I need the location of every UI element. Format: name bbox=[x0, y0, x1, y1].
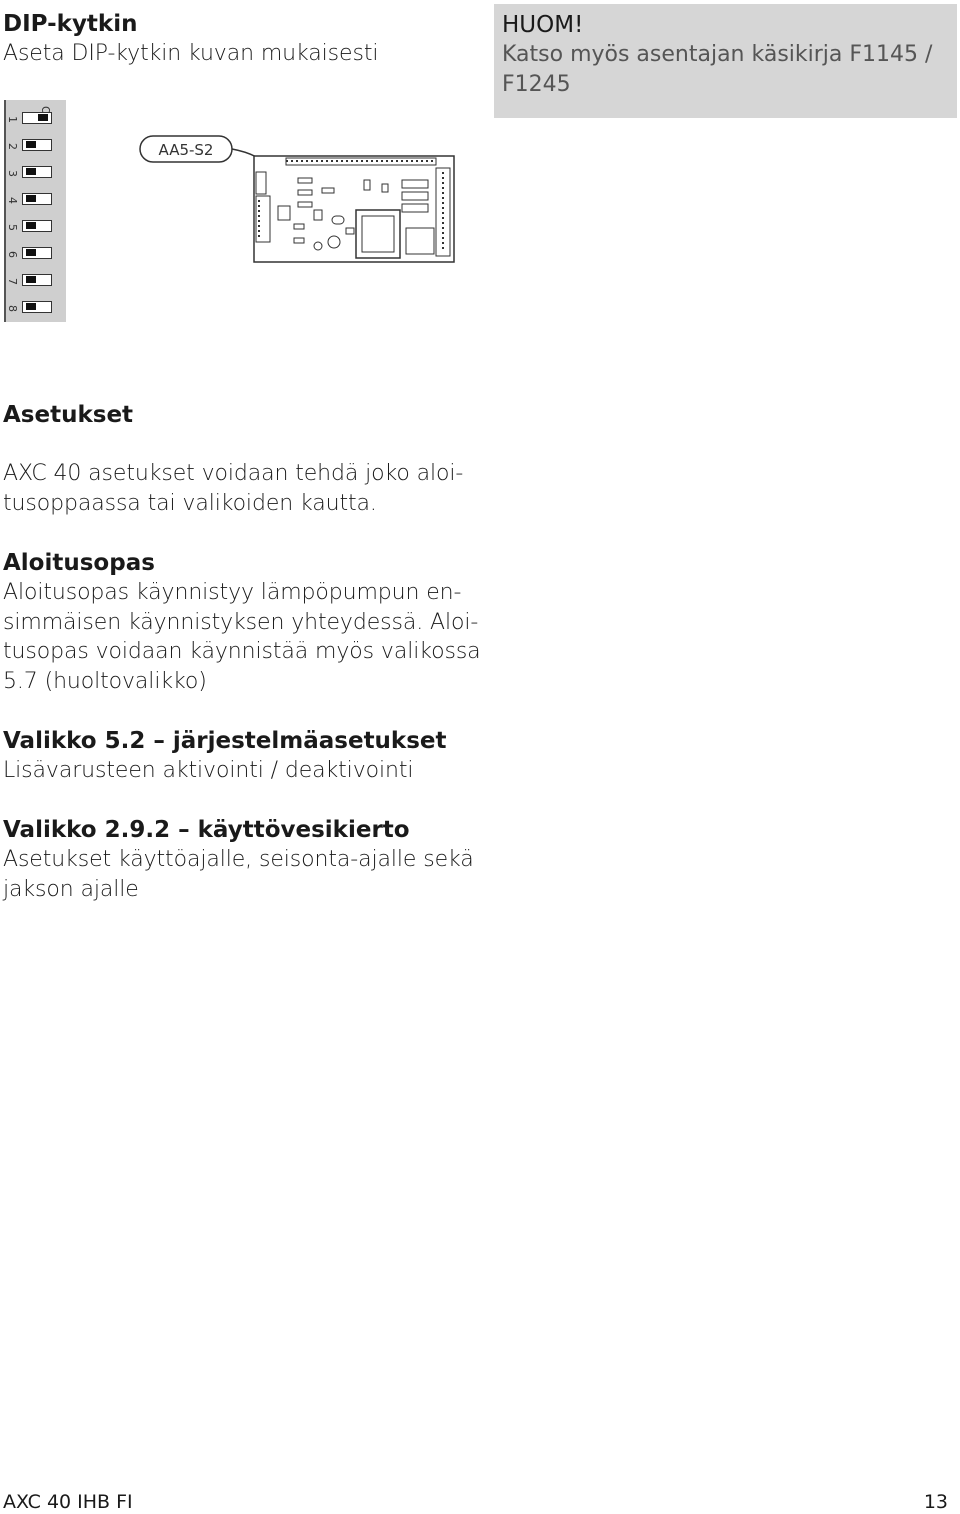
dip-switch-7 bbox=[22, 274, 52, 286]
dip-switch-8 bbox=[22, 301, 52, 313]
menu-2-9-2-line-1: Asetukset käyttöajalle, seisonta-ajalle sekä bbox=[3, 847, 474, 872]
settings-line-2: tusoppaassa tai valikoiden kautta. bbox=[3, 490, 377, 516]
dip-number-5: 5 bbox=[6, 224, 19, 231]
dip-knob-3 bbox=[26, 168, 36, 175]
dip-knob-8 bbox=[26, 303, 36, 310]
note-line-2: F1245 bbox=[502, 71, 571, 97]
dip-switch-3 bbox=[22, 166, 52, 178]
dip-number-8: 8 bbox=[6, 305, 19, 312]
settings-line-1: AXC 40 asetukset voidaan tehdä joko aloi- bbox=[3, 461, 464, 486]
dip-knob-7 bbox=[26, 276, 36, 283]
guide-title: Aloitusopas bbox=[3, 550, 155, 576]
dip-switch-1 bbox=[22, 112, 52, 124]
menu-2-9-2-text bbox=[3, 845, 474, 904]
dip-knob-5 bbox=[26, 222, 36, 229]
guide-line-3: tusopas voidaan käynnistää myös valikossa bbox=[3, 639, 481, 665]
dip-knob-4 bbox=[26, 195, 36, 202]
note-line-1: Katso myös asentajan käsikirja F1145 / bbox=[502, 42, 933, 67]
dip-switch-6 bbox=[22, 247, 52, 259]
dip-number-2: 2 bbox=[6, 143, 19, 150]
settings-text bbox=[3, 459, 463, 518]
dip-knob-2 bbox=[26, 141, 36, 148]
dip-switch-5 bbox=[22, 220, 52, 232]
board-outline bbox=[254, 156, 454, 262]
circuit-board-figure bbox=[138, 134, 458, 266]
note-box bbox=[494, 4, 957, 118]
dip-number-1: 1 bbox=[6, 116, 19, 123]
menu-5-2-title: Valikko 5.2 – järjestelmäasetukset bbox=[3, 728, 447, 754]
guide-line-1: Aloitusopas käynnistyy lämpöpumpun en- bbox=[3, 580, 462, 605]
guide-line-2: simmäisen käynnistyksen yhteydessä. Aloi- bbox=[3, 609, 479, 635]
menu-2-9-2-title: Valikko 2.9.2 – käyttövesikierto bbox=[3, 817, 410, 843]
guide-line-4: 5.7 (huoltovalikko) bbox=[3, 668, 207, 694]
dip-section-title: DIP-kytkin bbox=[3, 11, 138, 37]
dip-switch-4 bbox=[22, 193, 52, 205]
dip-switch-2 bbox=[22, 139, 52, 151]
dip-knob-1 bbox=[38, 114, 48, 121]
menu-2-9-2-line-2: jakson ajalle bbox=[3, 876, 139, 902]
board-callout-label: AA5-S2 bbox=[158, 141, 214, 159]
dip-number-7: 7 bbox=[6, 278, 19, 285]
menu-5-2-text: Lisävarusteen aktivointi / deaktivointi bbox=[3, 758, 414, 783]
note-title: HUOM! bbox=[502, 12, 584, 38]
dip-section-text: Aseta DIP-kytkin kuvan mukaisesti bbox=[3, 41, 379, 66]
dip-number-6: 6 bbox=[6, 251, 19, 258]
dip-knob-6 bbox=[26, 249, 36, 256]
dip-number-3: 3 bbox=[6, 170, 19, 177]
guide-text bbox=[3, 578, 481, 696]
dip-number-4: 4 bbox=[6, 197, 19, 204]
settings-title: Asetukset bbox=[3, 402, 134, 428]
footer-page-number: 13 bbox=[923, 1491, 948, 1513]
footer-doc-id: AXC 40 IHB FI bbox=[3, 1491, 133, 1513]
dip-switch-figure bbox=[4, 100, 66, 322]
